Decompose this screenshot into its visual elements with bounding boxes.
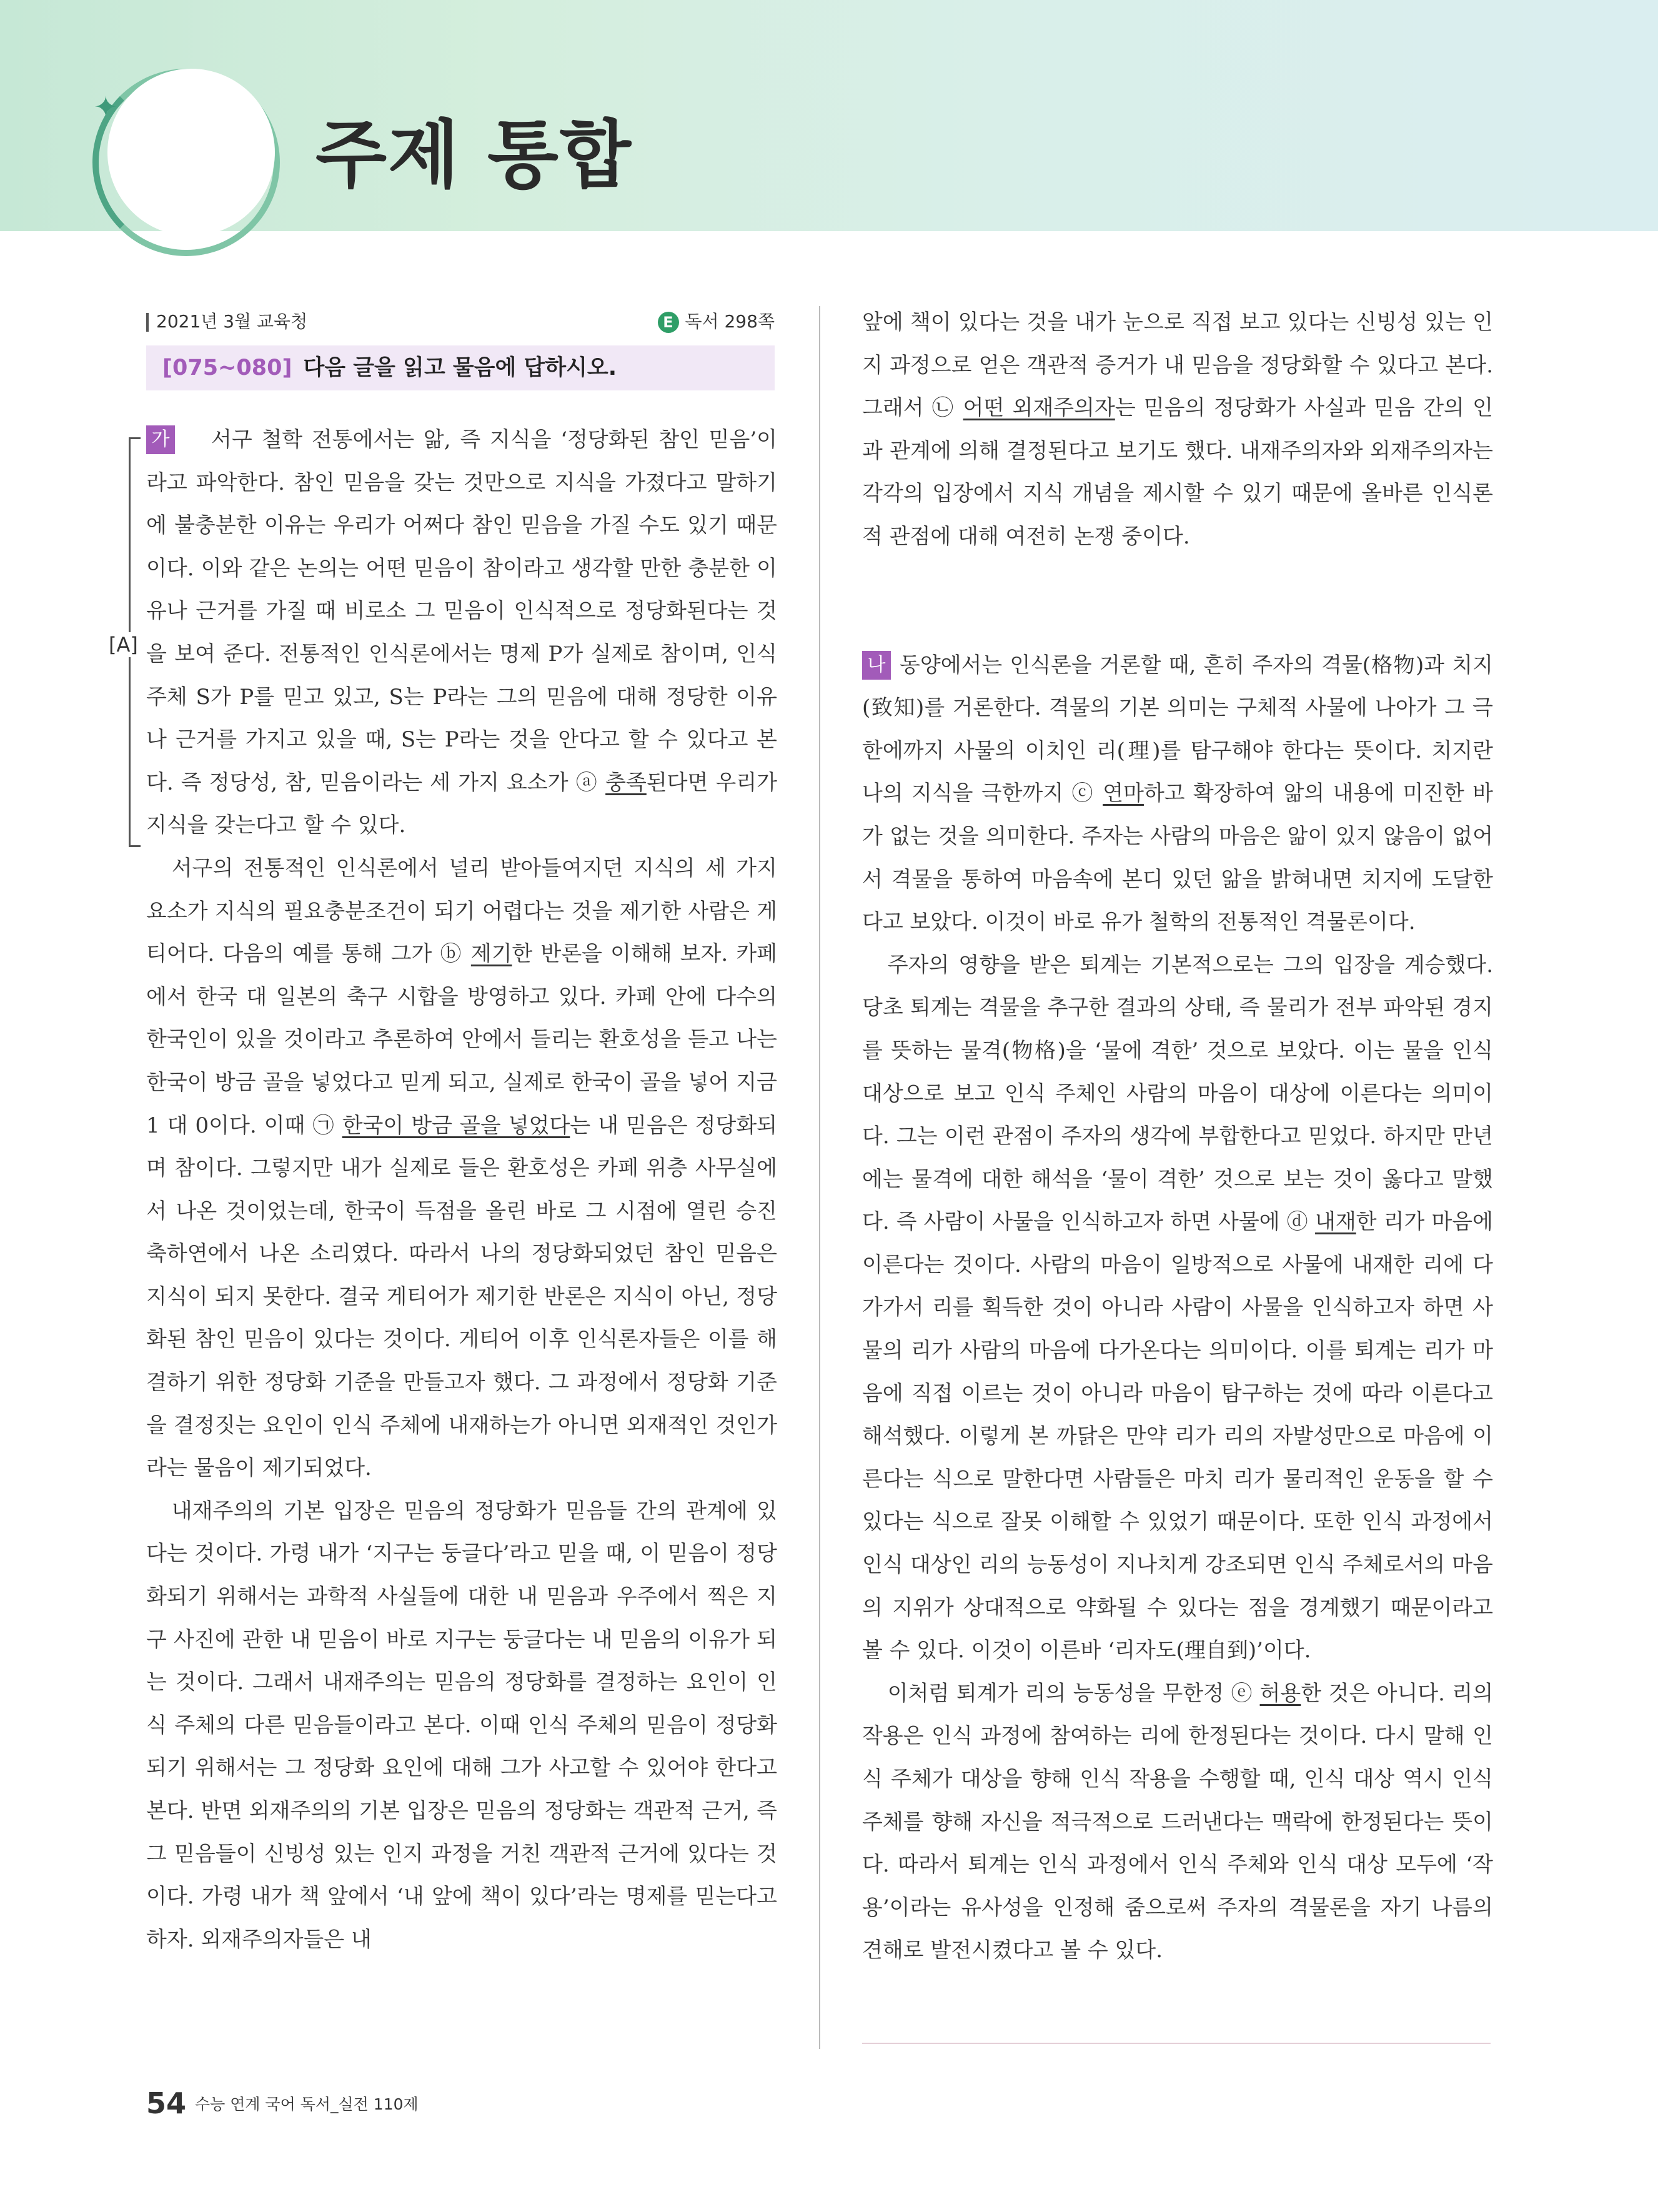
page-title: 주제 통합: [315, 112, 633, 198]
word-jegi: 제기: [470, 941, 512, 967]
question-range: [075~080]: [162, 355, 292, 380]
e-badge-icon: E: [658, 312, 679, 333]
passage-end-rule: [862, 2043, 1491, 2044]
mark-giyeok: ㉠: [312, 1113, 335, 1138]
word-yeonma: 연마: [1103, 781, 1144, 806]
passage-ga-p1: 가 서구 철학 전통에서는 앎, 즉 지식을 ‘정당화된 참인 믿음’이라고 파악한다. 참인 믿음을 갖는 것만으로 지식을 가졌다고 말하기에 불충분한 이유는 우리가 어쩌다 참인 믿음을 가질 수도 있기 때문이다. 이와 같은 논의는 어떤 믿음이 참이라고 생각할 만한 충분한 이유나 근거를 가질 때 비로소 그 믿음이 인식적으로 정당화된다는 것을 보여 준다. 전통적인 인식론에서는 명제 P가 실제로 참이며, 인식 주체 S가 P를 믿고 있고, S는 P라는 그의 믿음에 대해 정당한 이유나 근거를 가지고 있을 때, S는 P라는 것을 안다고 할 수 있다고 본다. 즉 정당성, 참, 믿음이라는 세 가지 요소가 ⓐ 충족된다면 우리가 지식을 갖는다고 할 수 있다.: [146, 419, 777, 847]
quote-goal: 한국이 방금 골을 넣었다: [342, 1113, 570, 1138]
footer: [146, 2086, 419, 2120]
mark-c: ⓒ: [1071, 781, 1095, 806]
column-divider: [819, 306, 820, 2049]
mark-e: ⓔ: [1231, 1680, 1253, 1706]
sparkle-icon: ✦: [94, 90, 118, 124]
mark-d: ⓓ: [1286, 1209, 1308, 1235]
source-bar: [146, 313, 149, 332]
bracket-label: [A]: [109, 633, 138, 657]
source-line: [146, 307, 775, 336]
book-reference: [658, 307, 775, 336]
book-title: 수능 연계 국어 독서_실전 110제: [195, 2095, 419, 2113]
passage-ga-p3: 내재주의의 기본 입장은 믿음의 정당화가 믿음들 간의 관계에 있다는 것이다. 가령 내가 ‘지구는 둥글다’라고 믿을 때, 이 믿음이 정당화되기 위해서는 과학적 사실들에 대한 내 믿음과 우주에서 찍은 지구 사진에 관한 내 믿음이 바로 지구는 둥글다는 내 믿음의 이유가 되는 것이다. 그래서 내재주의는 믿음의 정당화를 결정하는 요인이 인식 주체의 다른 믿음들이라고 본다. 이때 인식 주체의 믿음이 정당화되기 위해서는 그 정당화 요인에 대해 그가 사고할 수 있어야 한다고 본다. 반면 외재주의의 기본 입장은 믿음의 정당화는 객관적 근거, 즉 그 믿음들이 신빙성 있는 인지 과정을 거친 객관적 근거에 있다는 것이다. 가령 내가 책 앞에서 ‘내 앞에 책이 있다’라는 명제를 믿는다고 하자. 외재주의자들은 내: [146, 1498, 777, 1952]
exam-source: 2021년 3월 교육청: [156, 311, 308, 332]
passage-na-p3: 이처럼 퇴계가 리의 능동성을 무한정 ⓔ 허용한 것은 아니다. 리의 작용은 인식 과정에 참여하는 리에 한정된다는 것이다. 다시 말해 인식 주체가 대상을 향해 인식 작용을 수행할 때, 인식 대상 역시 인식 주체를 향해 자신을 적극적으로 드러낸다는 맥락에 한정된다는 뜻이다. 따라서 퇴계는 인식 과정에서 인식 주체와 인식 대상 모두에 ‘작용’이라는 유사성을 인정해 줌으로써 주자의 격물론을 자기 나름의 견해로 발전시켰다고 볼 수 있다.: [862, 1680, 1494, 1963]
left-column: [109, 419, 778, 1961]
section-gap: [862, 558, 1493, 644]
section-badge-ga: 가: [146, 425, 175, 454]
mark-b: ⓑ: [440, 941, 463, 967]
passage-a-block: [86, 419, 777, 847]
word-naejae: 내재: [1315, 1209, 1356, 1235]
section-badge-na: 나: [862, 651, 891, 680]
passage-na-p1: 나 동양에서는 인식론을 거론할 때, 흔히 주자의 격물(格物)과 치지(致知)를 거론한다. 격물의 기본 의미는 구체적 사물에 나아가 그 극한에까지 사물의 이치인 리(理)를 탐구해야 한다는 뜻이다. 치지란 나의 지식을 극한까지 ⓒ 연마하고 확장하여 앎의 내용에 미진한 바가 없는 것을 의미한다. 주자는 사람의 마음은 앎이 있지 않음이 없어서 격물을 통하여 마음속에 본디 있던 앎을 밝혀내면 치지에 도달한다고 보았다. 이것이 바로 유가 철학의 전통적인 격물론이다.: [862, 644, 1493, 944]
passage-ga-p4: 앞에 책이 있다는 것을 내가 눈으로 직접 보고 있다는 신빙성 있는 인지 과정으로 얻은 객관적 증거가 내 믿음을 정당화할 수 있다고 본다. 그래서 ㉡ 어떤 외재주의자는 믿음의 정당화가 사실과 믿음 간의 인과 관계에 의해 결정된다고 보기도 했다. 내재주의자와 외재주의자는 각각의 입장에서 지식 개념을 제시할 수 있기 때문에 올바른 인식론적 관점에 대해 여전히 논쟁 중이다.: [862, 310, 1494, 549]
header-circle: [107, 69, 275, 236]
question-bar: [146, 345, 775, 390]
mark-a: ⓐ: [575, 770, 598, 795]
book-page-ref: 독서 298쪽: [685, 311, 775, 332]
passage-na-p2: 주자의 영향을 받은 퇴계는 기본적으로는 그의 입장을 계승했다. 당초 퇴계는 격물을 추구한 결과의 상태, 즉 물리가 전부 파악된 경지를 뜻하는 물격(物格)을 ‘물에 격한’ 것으로 보았다. 이는 물을 인식 대상으로 보고 인식 주체인 사람의 마음이 대상에 이른다는 의미이다. 그는 이런 관점이 주자의 생각에 부합한다고 믿었다. 하지만 만년에는 물격에 대한 해석을 ‘물이 격한’ 것으로 보는 것이 옳다고 말했다. 즉 사람이 사물을 인식하고자 하면 사물에 ⓓ 내재한 리가 마음에 이른다는 것이다. 사람의 마음이 일방적으로 사물에 내재한 리에 다가가서 리를 획득한 것이 아니라 사람이 사물을 인식하고자 하면 사물의 리가 사람의 마음에 다가온다는 의미이다. 이를 퇴계는 리가 마음에 직접 이르는 것이 아니라 마음이 탐구하는 것에 따라 이른다고 해석했다. 이렇게 본 까닭은 만약 리가 리의 자발성만으로 마음에 이른다는 식으로 말한다면 사람들은 마치 리가 물리적인 운동을 할 수 있다는 식으로 잘못 이해할 수 있었기 때문이다. 또한 인식 과정에서 인식 대상인 리의 능동성이 지나치게 강조되면 인식 주체로서의 마음의 지위가 상대적으로 약화될 수 있다는 점을 경계했기 때문이라고 볼 수 있다. 이것이 이른바 ‘리자도(理自到)’이다.: [862, 952, 1493, 1664]
word-heoyong: 허용: [1259, 1680, 1301, 1706]
word-chungjok: 충족: [605, 770, 647, 795]
page-number: 54: [146, 2086, 187, 2120]
word-externalist: 어떤 외재주의자: [963, 395, 1115, 421]
passage-ga-p2: 서구의 전통적인 인식론에서 널리 받아들여지던 지식의 세 가지 요소가 지식의 필요충분조건이 되기 어렵다는 것을 제기한 사람은 게티어다. 다음의 예를 통해 그가 ⓑ 제기한 반론을 이해해 보자. 카페에서 한국 대 일본의 축구 시합을 방영하고 있다. 카페 안에 다수의 한국인이 있을 것이라고 추론하여 안에서 들리는 환호성을 듣고 나는 한국이 방금 골을 넣었다고 믿게 되고, 실제로 한국이 골을 넣어 지금 1 대 0이다. 이때 ㉠ 한국이 방금 골을 넣었다는 내 믿음은 정당화되며 참이다. 그렇지만 내가 실제로 들은 환호성은 카페 위층 사무실에서 나온 것이었는데, 한국이 득점을 올린 바로 그 시점에 열린 승진 축하연에서 나온 소리였다. 따라서 나의 정당화되었던 참인 믿음은 지식이 되지 못한다. 결국 게티어가 제기한 반론은 지식이 아닌, 정당화된 참인 믿음이 있다는 것이다. 게티어 이후 인식론자들은 이를 해결하기 위한 정당화 기준을 만들고자 했다. 그 과정에서 정당화 기준을 결정짓는 요인이 인식 주체에 내재하는가 아니면 외재적인 것인가라는 물음이 제기되었다.: [146, 855, 778, 1481]
mark-nieun: ㉡: [931, 395, 955, 421]
question-instruction: 다음 글을 읽고 물음에 답하시오.: [303, 355, 617, 380]
right-column: [862, 301, 1493, 1972]
